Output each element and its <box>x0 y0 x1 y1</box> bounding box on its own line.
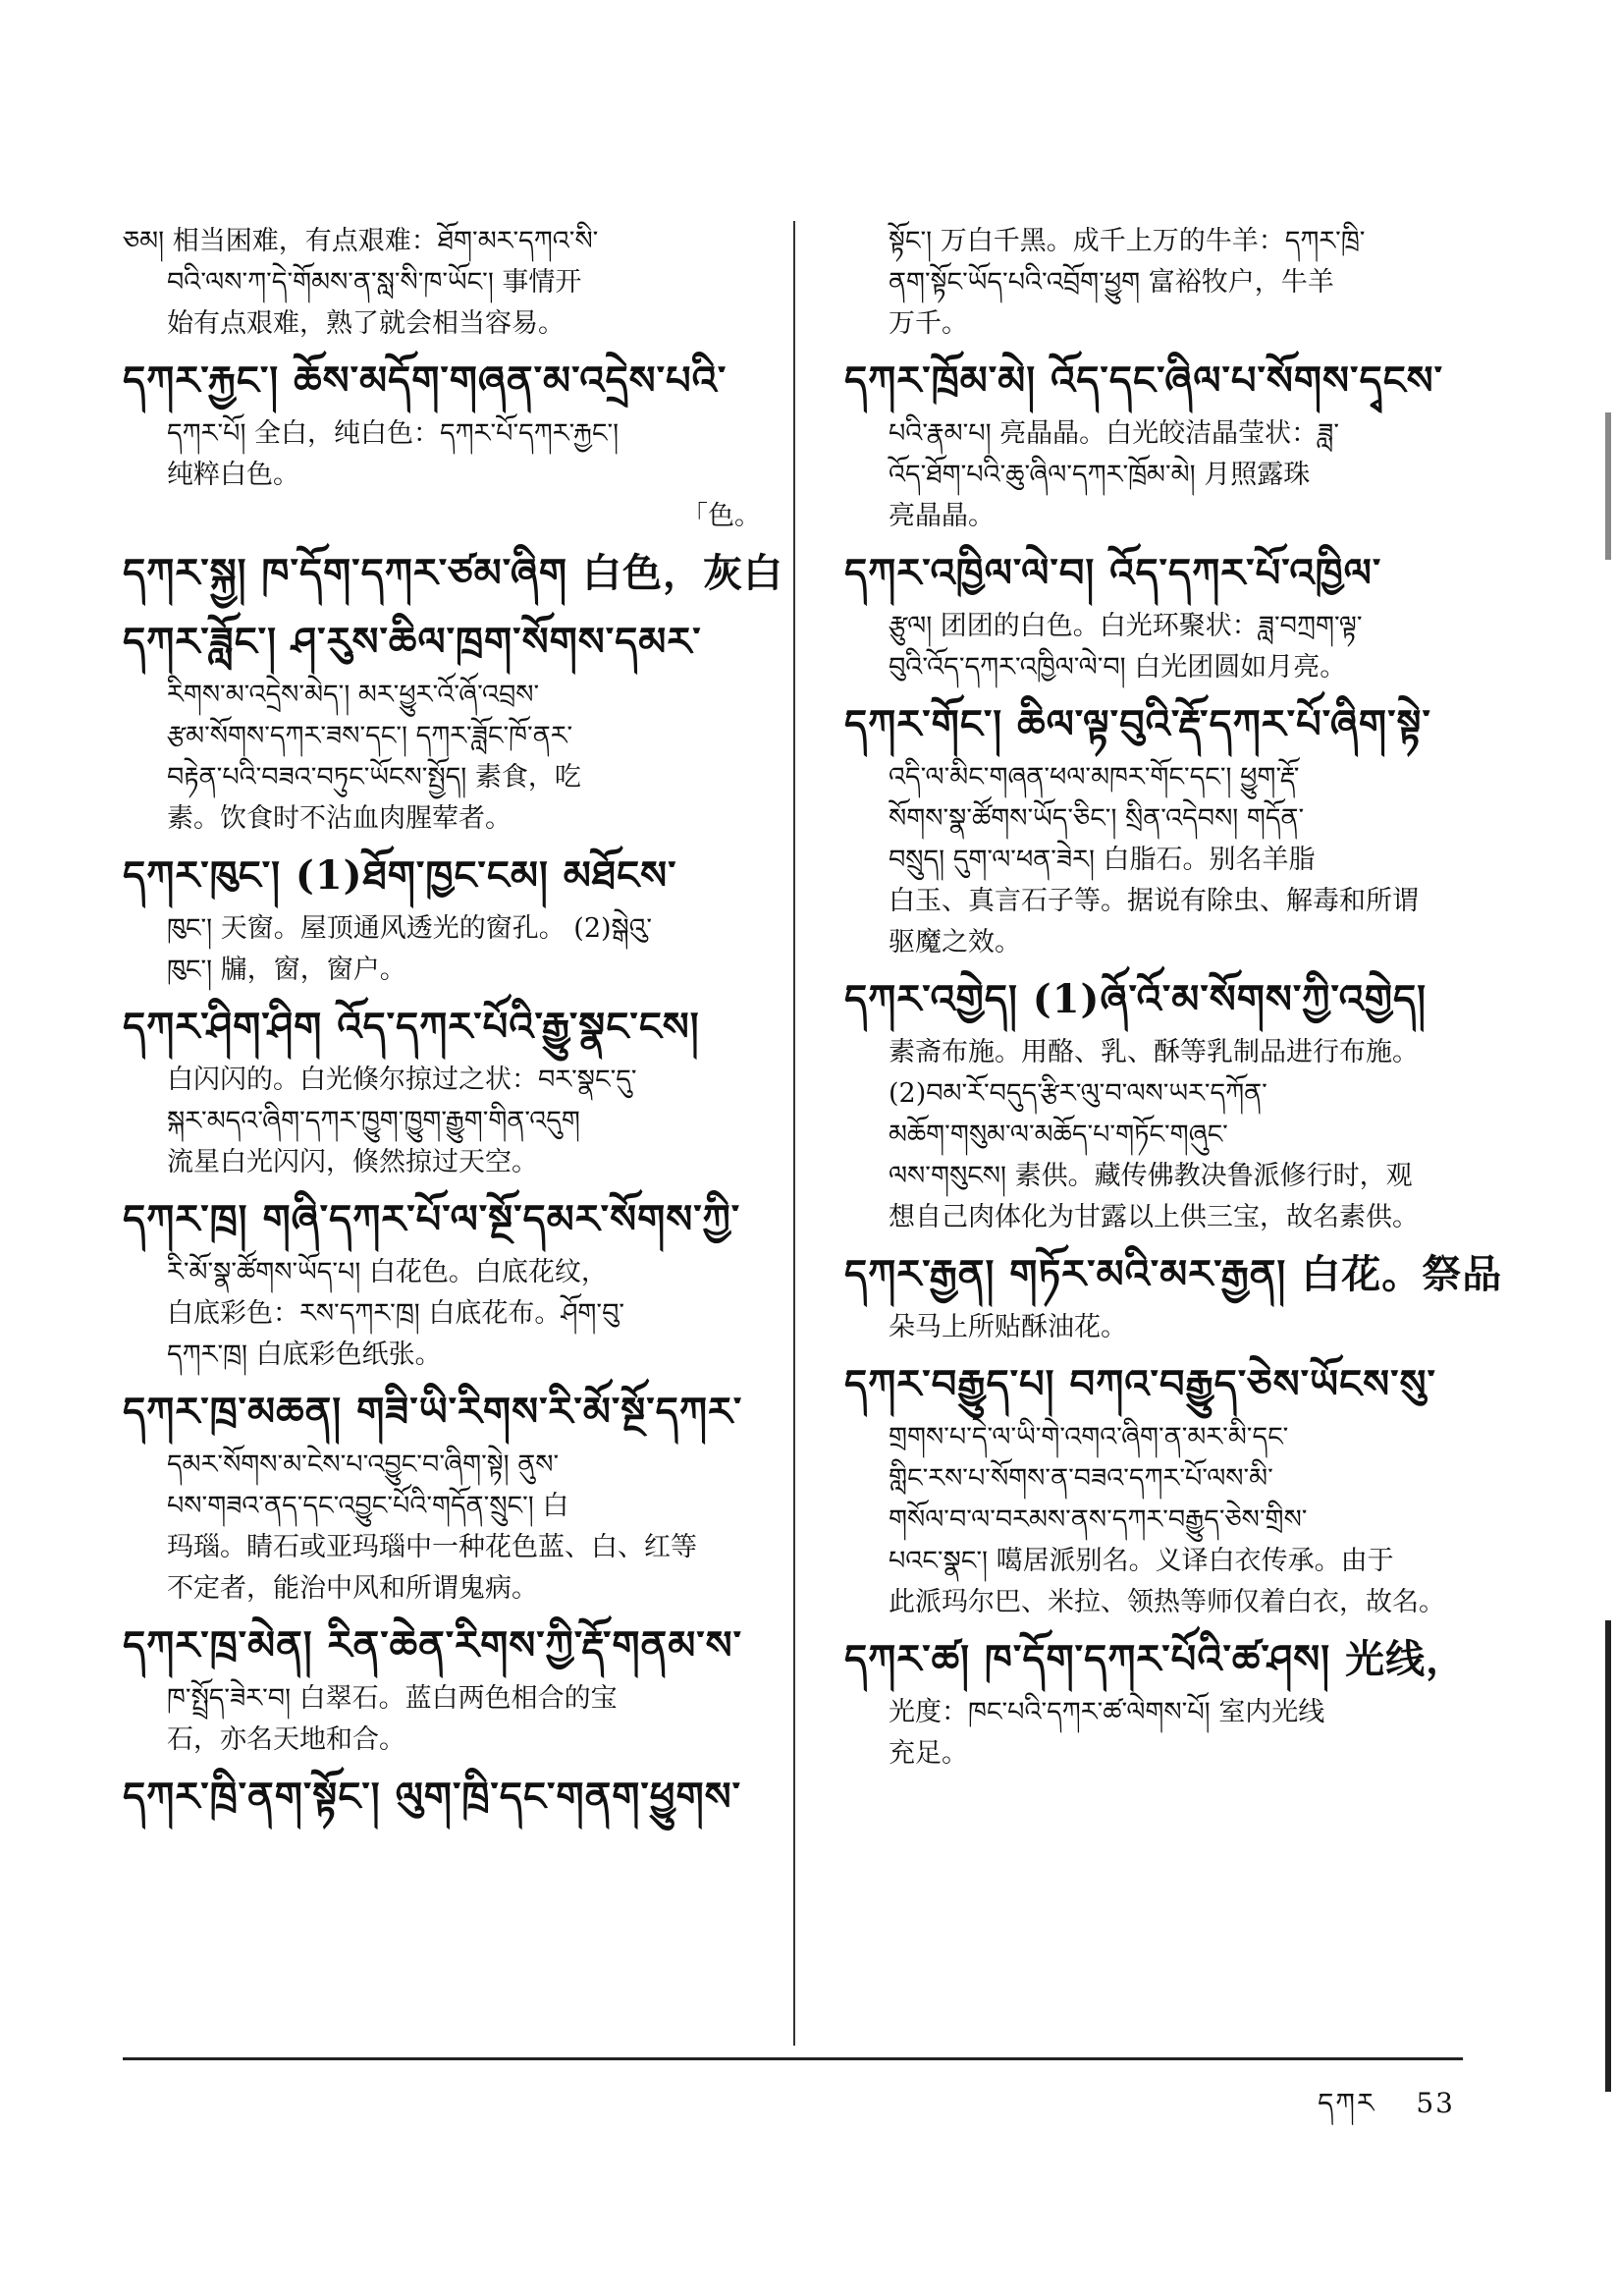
definition-line: (2)བམ་རོ་བདུད་རྩིར་ལུ་བ་ལས་ཡར་དཀོན་ <box>889 1078 1267 1109</box>
dictionary-entry <box>844 349 1463 537</box>
definition-line: 此派玛尔巴、米拉、领热等师仅着白衣，故名。 <box>889 1587 1445 1617</box>
definition-line: 素。饮食时不沾血肉腥荤者。 <box>167 803 512 834</box>
definition-line: ལས་གསུངས། 素供。藏传佛教决鲁派修行时，观 <box>889 1161 1413 1191</box>
definition-line: འོད་ཐོག་པའི་ཆུ་ཞིལ་དཀར་ཁྲོམ་མེ། 月照露珠 <box>889 460 1311 490</box>
definition-line: 驱魔之效。 <box>889 927 1021 957</box>
headword-line: དཀར་ཤིག་ཤིག འོད་དཀར་པོའི་རྒྱུ་སྣང་ངས། <box>123 1004 700 1050</box>
headword-line: དཀར་ཁུང་། (1)ཐོག་ཁྱང་ངམ། མཐོངས་ <box>123 852 677 899</box>
dictionary-entry <box>844 1242 1503 1348</box>
definition-line: 充足。 <box>889 1738 968 1769</box>
dictionary-entry <box>844 1627 1467 1775</box>
dictionary-entry <box>123 1765 761 1830</box>
headword-line: དཀར་བརྒྱུད་པ། བཀའ་བརྒྱུད་ཅེས་ཡོངས་སུ་ <box>844 1361 1436 1407</box>
definition-line: 亮晶晶。 <box>889 501 995 531</box>
dictionary-entry <box>123 541 784 606</box>
definition-line: 「色。 <box>681 501 761 531</box>
definition-line: 白闪闪的。白光倏尔掠过之状：བར་སྣང་དུ་ <box>167 1065 637 1095</box>
definition-line: 光度：ཁང་པའི་དཀར་ཚ་ལེགས་པོ། 室内光线 <box>889 1697 1325 1727</box>
definition-line: 万千。 <box>889 308 968 339</box>
dictionary-entry <box>123 844 761 991</box>
definition-line: པས་གཟའ་ནད་དང་འབྱུང་པོའི་གདོན་སྲུང་། 白 <box>167 1491 569 1521</box>
running-head: དཀར <box>1318 2087 1376 2119</box>
headword-line: དཀར་རྒྱན། གཏོར་མའི་མར་རྒྱན། 白花。祭品 <box>844 1251 1503 1297</box>
headword-line: དཀར་འཁྱིལ་ལེ་བ། འོད་དཀར་པོ་འཁྱིལ་ <box>844 550 1382 596</box>
definition-line: བསྲུད། དུག་ལ་ཕན་ཟེར། 白脂石。别名羊脂 <box>889 845 1316 875</box>
definition-line: 始有点艰难，熟了就会相当容易。 <box>167 308 565 339</box>
definition-line: པའི་རྣམ་པ། 亮晶晶。白光皎洁晶莹状：ཟླ་ <box>889 418 1339 449</box>
definition-line: པའང་སྣང་། 噶居派别名。义译白衣传承。由于 <box>889 1546 1394 1576</box>
headword-line: དཀར་ཁྲ་མཆན། གཟི་ཡི་རིགས་རི་མོ་སྔོ་དཀར་ <box>123 1389 743 1435</box>
page-number: 53 <box>1416 2087 1455 2119</box>
definition-line: 素斋布施。用酪、乳、酥等乳制品进行布施。 <box>889 1037 1419 1067</box>
dictionary-entry <box>123 1187 761 1376</box>
definition-line: གྲགས་པ་དེ་ལ་ཡི་གེ་འགའ་ཞིག་ན་མར་མི་དང་ <box>889 1422 1289 1452</box>
left-column <box>123 221 784 1833</box>
definition-line: 不定者，能治中风和所谓鬼病。 <box>167 1573 538 1604</box>
headword-line: དཀར་ཁྲ་མེན། རིན་ཆེན་རིགས་ཀྱི་རྡོ་གནམ་ས་ <box>123 1622 743 1668</box>
dictionary-entry <box>844 221 1463 345</box>
headword-line: དཀར་རྐྱང་། ཆོས་མདོག་གཞན་མ་འདྲེས་པའི་ <box>123 357 728 404</box>
headword-line: དཀར་ཚ། ཁ་དོག་དཀར་པོའི་ཚ་ཤས། 光线， <box>844 1636 1467 1682</box>
definition-line: 想自己肉体化为甘露以上供三宝，故名素供。 <box>889 1202 1419 1232</box>
definition-line: 白底彩色：རས་དཀར་ཁྲ། 白底花布。ཤོག་བུ་ <box>167 1298 625 1329</box>
definition-line: 石，亦名天地和合。 <box>167 1724 405 1755</box>
definition-line: བའི་ལས་ཀ་དེ་གོམས་ན་སླ་སི་ཁ་ཡོང་། 事情开 <box>167 267 582 298</box>
dictionary-entry <box>844 692 1463 963</box>
definition-line: 流星白光闪闪，倏然掠过天空。 <box>167 1147 538 1177</box>
definition-line: སྟོང་། 万白千黑。成千上万的牛羊：དཀར་ཁྲི་ <box>889 226 1366 256</box>
definition-line: བརྟེན་པའི་བཟའ་བཏུང་ཡོངས་སྤྱོད། 素食，吃 <box>167 762 581 793</box>
headword-line: དཀར་ཁྲི་ནག་སྟོང་། ལུག་ཁྲི་དང་གནག་ཕྱུགས་ <box>123 1774 742 1820</box>
dictionary-entry <box>123 610 761 840</box>
definition-line: རི་མོ་སྣ་ཚོགས་ཡོད་པ། 白花色。白底花纹， <box>167 1257 608 1287</box>
scan-edge-mark <box>1605 412 1611 560</box>
definition-line: བུའི་འོད་དཀར་འཁྱིལ་ལེ་བ། 白光团圆如月亮。 <box>889 652 1347 683</box>
headword-line: དཀར་ཟློང་། ཤ་རུས་ཆིལ་ཁྲག་སོགས་དམར་ <box>123 619 702 665</box>
definition-line: དཀར་ཁྲ། 白底彩色纸张。 <box>167 1339 442 1370</box>
headword-line: དཀར་འགྱེད། (1)ཞོ་འོ་མ་སོགས་ཀྱི་འགྱེད། <box>844 976 1428 1022</box>
definition-line: རིགས་མ་འདྲེས་མེད་། མར་ཕྱུར་འོ་ཞོ་འབྲས་ <box>167 680 540 710</box>
dictionary-entry <box>123 1613 761 1761</box>
definition-line: ཅམ། 相当困难，有点艰难：ཐོག་མར་དཀའ་སི་ <box>123 226 599 256</box>
footer-rule <box>123 2057 1463 2060</box>
headword-line: དཀར་ཁྲོམ་མེ། འོད་དང་ཞིལ་པ་སོགས་དྭངས་ <box>844 357 1444 404</box>
column-divider <box>793 221 795 2046</box>
definition-line: 白玉、真言石子等。据说有除虫、解毒和所谓 <box>889 886 1419 916</box>
headword-line: དཀར་ཁྲ། གཞི་དཀར་པོ་ལ་སྔོ་དམར་སོགས་ཀྱི་ <box>123 1196 741 1242</box>
dictionary-entry <box>844 967 1463 1238</box>
definition-line: དཀར་པོ། 全白，纯白色：དཀར་པོ་དཀར་རྐྱང་། <box>167 418 620 449</box>
headword-line: དཀར་སྐྱ། ཁ་དོག་དཀར་ཙམ་ཞིག 白色，灰白 <box>123 550 784 596</box>
definition-line: མཆོག་གསུམ་ལ་མཆོད་པ་གཏོང་གཞུང་ <box>889 1120 1228 1150</box>
definition-line: འདི་ལ་མིང་གཞན་ཕལ་མཁར་གོང་དང་། ཕྱུག་རྡོ་ <box>889 762 1300 793</box>
definition-line: རྩུལ། 团团的白色。白光环聚状：ཟླ་བཀྲག་ལྟ་ <box>889 611 1363 641</box>
right-column <box>844 221 1503 1778</box>
dictionary-entry <box>844 541 1463 688</box>
dictionary-entry <box>844 1352 1463 1623</box>
definition-line: ཁ་སྤྲོད་ཟེར་བ། 白翠石。蓝白两色相合的宝 <box>167 1683 618 1714</box>
dictionary-entry <box>123 1380 761 1610</box>
definition-line: ཁུང་། 牖，窗，窗户。 <box>167 955 406 985</box>
definition-line: གླིང་རས་པ་སོགས་ན་བཟའ་དཀར་པོ་ལས་མི་ <box>889 1463 1273 1494</box>
page-footer <box>1318 2072 1455 2150</box>
dictionary-entry <box>123 349 761 537</box>
definition-line: སོགས་སྣ་ཚོགས་ཡོད་ཅིང་། སྲིན་འདེབས། གདོན་ <box>889 803 1305 834</box>
definition-line: གསོལ་བ་ལ་བརམས་ནས་དཀར་བརྒྱུད་ཅེས་གྲིས་ <box>889 1504 1308 1535</box>
scan-edge-mark <box>1605 1620 1611 2092</box>
dictionary-entry <box>123 221 761 345</box>
definition-line: 朵马上所贴酥油花。 <box>889 1312 1127 1342</box>
definition-line: ནག་སྟོང་ཡོད་པའི་འབྲོག་ཕྱུག 富裕牧户，牛羊 <box>889 267 1334 298</box>
dictionary-entry <box>123 995 761 1183</box>
definition-line: ཁུང་། 天窗。屋顶通风透光的窗孔。 (2)སྒེའུ་ <box>167 913 652 944</box>
definition-line: རྩམ་སོགས་དཀར་ཟས་དང་། དཀར་ཟློང་ཁོ་ནར་ <box>167 721 573 751</box>
definition-line: སྐར་མདའ་ཞིག་དཀར་ཁྱུག་ཁྱུག་རྒྱུག་གིན་འདུག <box>167 1106 580 1136</box>
headword-line: དཀར་གོང་། ཆིལ་ལྟ་བུའི་རྡོ་དཀར་པོ་ཞིག་སྟེ་ <box>844 701 1431 747</box>
definition-line: 玛瑙。睛石或亚玛瑙中一种花色蓝、白、红等 <box>167 1532 697 1562</box>
definition-line: 纯粹白色。 <box>167 460 299 490</box>
definition-line: དམར་སོགས་མ་ངེས་པ་འབྱུང་བ་ཞིག་སྟེ། ནུས་ <box>167 1449 560 1480</box>
